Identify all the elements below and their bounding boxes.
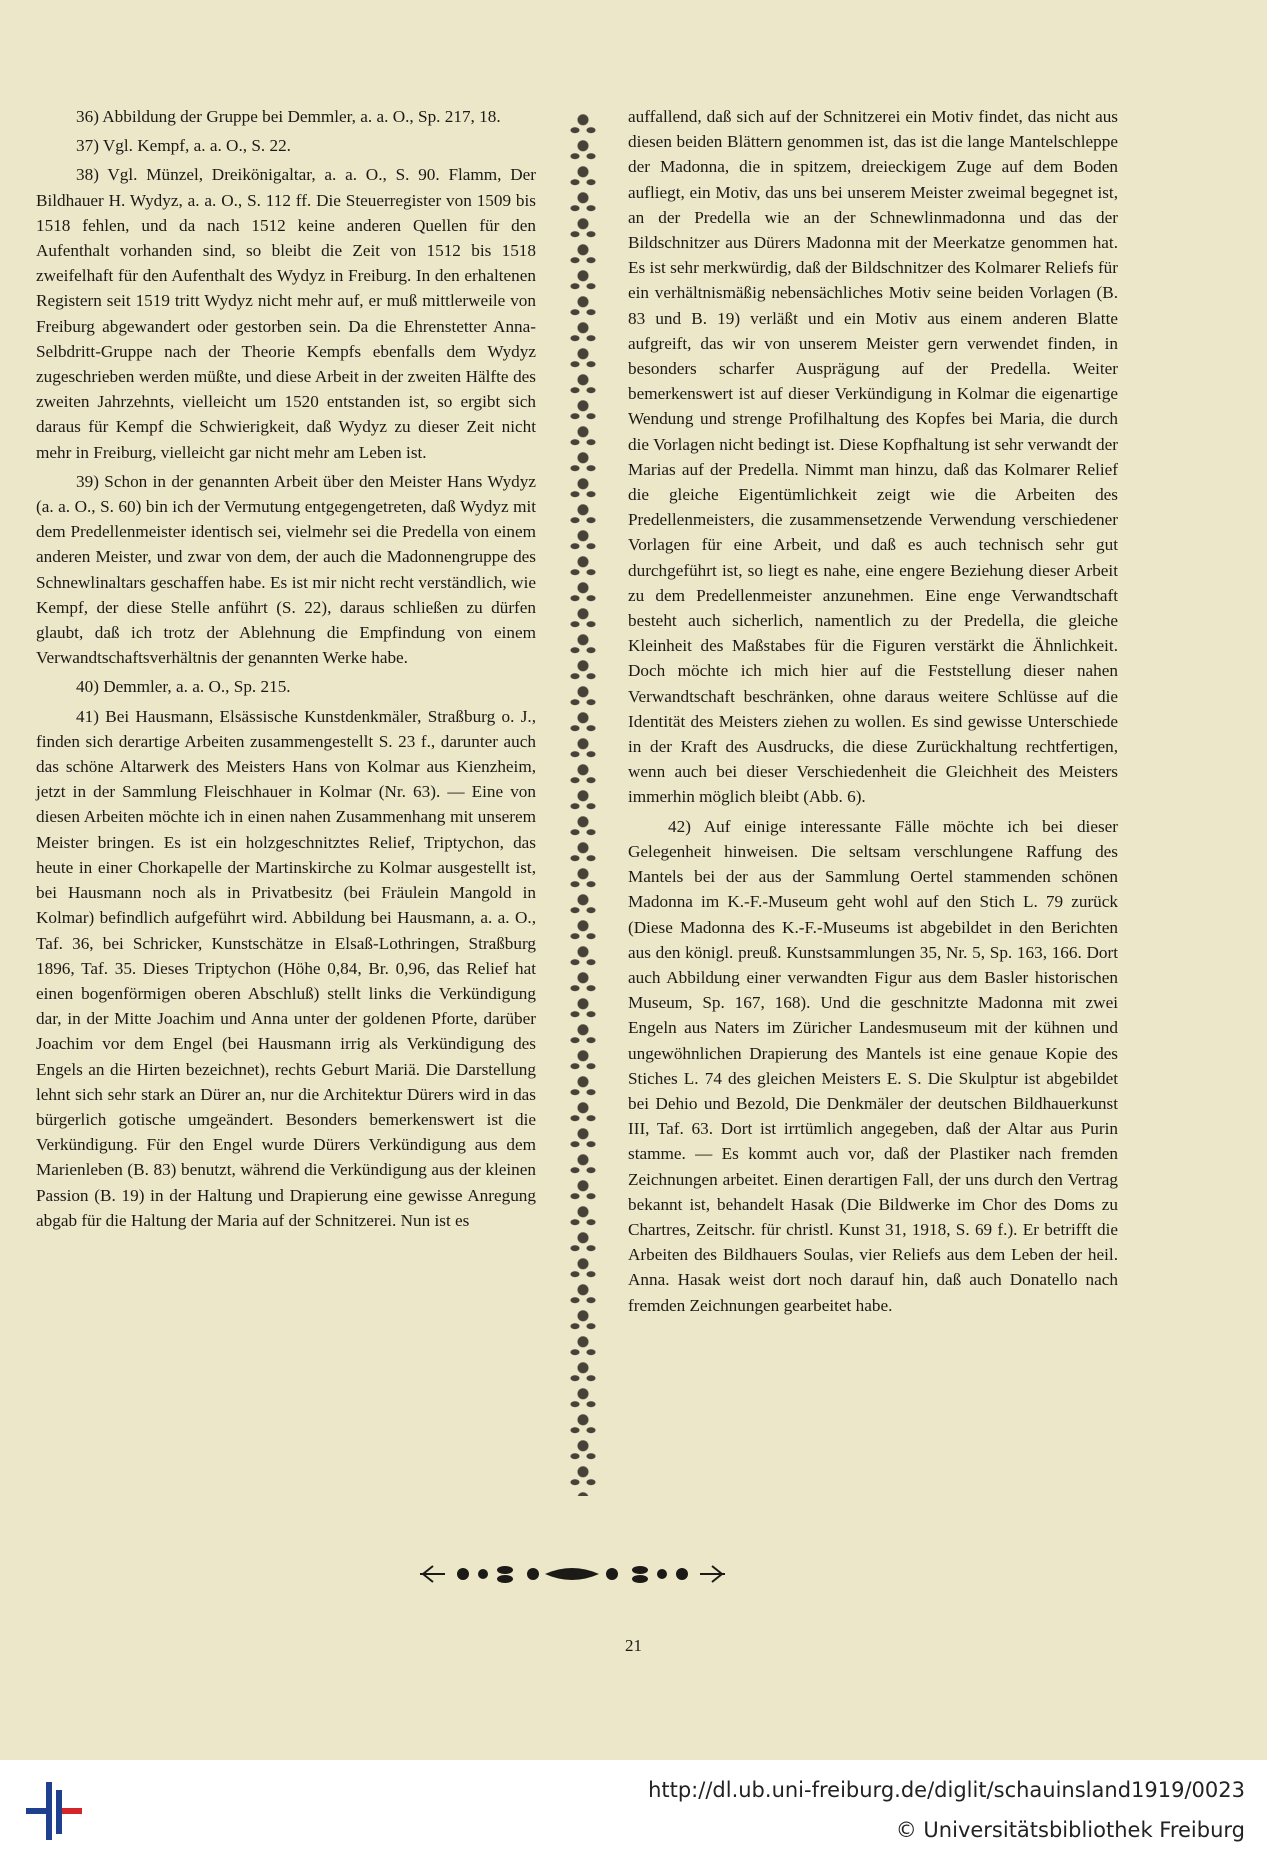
left-column: [36, 104, 536, 1237]
university-library-logo-icon: [24, 1778, 84, 1844]
footnote-38: 38) Vgl. Münzel, Dreikönigaltar, a. a. O., S. 90. Flamm, Der Bildhauer H. Wydyz, a. a. O., S. 112 ff. Die Steuerregister von 1509 bis 1518 fehlen, und da nach 1512 keine anderen Quellen für den Aufenthalt vorhanden sind, so bleibt die Zeit von 1512 bis 1518 zweifelhaft für den Aufenthalt des Wydyz in Freiburg. In den erhaltenen Registern seit 1519 tritt Wydyz nicht mehr auf, er muß mittlerweile von Freiburg abgewandert oder gestorben sein. Da die Ehrenstetter Anna-Selbdritt-Gruppe nach der Theorie Kempfs ebenfalls dem Wydyz zugeschrieben werden müßte, und diese Arbeit in der zweiten Hälfte des zweiten Jahrzehnts, vielleicht um 1520 entstanden ist, so ergibt sich daraus für Kempf die Schwierigkeit, daß Wydyz zu dieser Zeit nicht mehr in Freiburg, vielleicht gar nicht mehr am Leben ist.: [36, 165, 536, 462]
footnote-37: 37) Vgl. Kempf, a. a. O., S. 22.: [76, 136, 291, 156]
copyright-notice: © Universitätsbibliothek Freiburg: [895, 1818, 1245, 1842]
footnote-36: 36) Abbildung der Gruppe bei Demmler, a. a. O., Sp. 217, 18.: [76, 107, 501, 126]
footnote-40: 40) Demmler, a. a. O., Sp. 215.: [76, 677, 291, 697]
footnote-41: 41) Bei Hausmann, Elsässische Kunstdenkmäler, Straßburg o. J., finden sich derartige Arbeiten zusammengestellt S. 23 f., darunter auch das schöne Altarwerk des Meisters Hans von Kolmar aus Kienzheim, jetzt in der Sammlung Fleischhauer in Kolmar (Nr. 63). — Eine von diesen Arbeiten möchte ich in einen nahen Zusammenhang mit unserem Meister bringen. Es ist ein holzgeschnitztes Relief, Triptychon, das heute in einer Chorkapelle der Martinskirche zu Kolmar ausgestellt ist, bei Hausmann noch als in Privatbesitz (bei Fräulein Mangold in Kolmar) befindlich aufgeführt wird. Abbildung bei Hausmann, a. a. O., Taf. 36, bei Schricker, Kunstschätze in Elsaß-Lothringen, Straßburg 1896, Taf. 35. Dieses Triptychon (Höhe 0,84, Br. 0,96, das Relief hat einen bogenförmigen oberen Abschluß) stellt links die Verkündigung dar, in der Mitte Joachim und Anna unter der goldenen Pforte, darüber Joachim vor dem Engel (bei Hausmann irrig als Verkündigung des Engels an die Hirten bezeichnet), rechts Geburt Mariä. Die Darstellung lehnt sich sehr stark an Dürer an, nur die Architektur Dürers wird in das bürgerlich gotische umgeändert. Besonders bemerkenswert ist die Verkündigung. Für den Engel wurde Dürers Verkündigung aus dem Marienleben (B. 83) benutzt, während die Verkündigung aus der kleinen Passion (B. 19) in der Haltung und Drapierung eine gewisse Anregung abgab für die Haltung der Maria auf der Schnitzerei. Nun ist es: [36, 706, 536, 1230]
footnote-39: 39) Schon in der genannten Arbeit über den Meister Hans Wydyz (a. a. O., S. 60) bin ich der Vermutung entgegengetreten, daß Wydyz mit dem Predellenmeister identisch sei, vielmehr sei die Predella von einem anderen Meister, und zwar von dem, der auch die Madonnengruppe des Schnewlinaltars geschaffen habe. Es ist mir nicht recht verständlich, wie Kempf, der diese Stelle anführt (S. 22), daraus schließen zu dürfen glaubt, daß ich trotz der Ablehnung die Empfindung von einem Verwandtschaftsverhältnis der genannten Werke habe.: [36, 471, 536, 668]
library-footer: [0, 1760, 1267, 1861]
ornamental-column-divider: [563, 112, 603, 1496]
page-number: 21: [625, 1636, 642, 1655]
floral-ornament: [415, 1560, 730, 1588]
footnote-42: 42) Auf einige interessante Fälle möchte ich bei dieser Gelegenheit hinweisen. Die seltsam verschlungene Raffung des Mantels bei der aus der Sammlung Oertel stammenden schönen Madonna im K.-F.-Museum geht wohl auf den Stich L. 79 zurück (Diese Madonna des K.-F.-Museums ist abgebildet in den Berichten aus den königl. preuß. Kunstsammlungen 35, Nr. 5, Sp. 163, 166. Dort auch Abbildung einer verwandten Figur aus dem Basler historischen Museum, Sp. 167, 168). Und die geschnitzte Madonna mit zwei Engeln aus Naters im Züricher Landesmuseum mit der kühnen und ungewöhnlichen Drapierung des Mantels ist eine genaue Kopie des Stiches L. 74 des gleichen Meisters E. S. Die Skulptur ist abgebildet bei Dehio und Bezold, Die Denkmäler der deutschen Bildhauerkunst III, Taf. 63. Dort ist irrtümlich angegeben, daß der Altar aus Purin stamme. — Es kommt auch vor, daß der Plastiker nach fremden Zeichnungen arbeitet. Einen derartigen Fall, der uns durch den Vertrag bekannt ist, behandelt Hasak (Die Bildwerke im Chor des Doms zu Chartres, Zeitschr. für christl. Kunst 31, 1918, S. 69 f.). Er betrifft die Arbeiten des Bildhauers Soulas, vier Reliefs aus dem Leben der heil. Anna. Hasak weist dort noch darauf hin, daß auch Donatello nach fremden Zeichnungen gearbeitet habe.: [628, 816, 1118, 1315]
right-column: [628, 104, 1118, 1322]
permalink-url[interactable]: http://dl.ub.uni-freiburg.de/diglit/schauinsland1919/0023: [648, 1778, 1245, 1802]
footnote-41-continued: auffallend, daß sich auf der Schnitzerei ein Motiv findet, das nicht aus diesen beiden Blättern genommen ist, das ist die lange Mantelschleppe der Madonna, die in spitzem, dreieckigem Zuge auf dem Boden aufliegt, ein Motiv, das uns bei unserem Meister zweimal begegnet ist, an der Predella wie an der Schnewlinmadonna und das der Bildschnitzer aus Dürers Madonna mit der Meerkatze genommen hat. Es ist sehr merkwürdig, daß der Bildschnitzer des Kolmarer Reliefs für ein verhältnismäßig nebensächliches Motiv seine beiden Vorlagen (B. 83 und B. 19) verläßt und ein Motiv aus einem anderen Blatte aufgreift, das wir von unserem Meister gern verwendet finden, in besonders scharfer Ausprägung auf der Predella. Weiter bemerkenswert ist auf dieser Verkündigung in Kolmar die eigenartige Wendung und strenge Profilhaltung des Kopfes bei Maria, die durch die Vorlagen nicht bedingt ist. Diese Kopfhaltung ist sehr verwandt der Marias auf der Predella. Nimmt man hinzu, daß das Kolmarer Relief die gleiche Eigentümlichkeit zeigt wie die Arbeiten des Predellenmeisters, die zusammensetzende Verwendung verschiedener Vorlagen für eine Arbeit, und daß es auch technisch sehr gut durchgeführt ist, so liegt es nahe, eine engere Beziehung dieser Arbeit zu dem Predellenmeister anzunehmen. Eine enge Verwandtschaft besteht auch sicherlich, namentlich zu der Predella, die gleiche Kleinheit des Maßstabes für die Figuren verstärkt die Ähnlichkeit. Doch möchte ich mich hier auf die Feststellung dieser nahen Verwandtschaft beschränken, ohne daraus weitere Schlüsse auf die Identität des Meisters ziehen zu wollen. Es sind gewisse Unterschiede in der Kraft des Ausdrucks, die diese Zurückhaltung rechtfertigen, wenn auch bei dieser Verschiedenheit die Gleichheit des Meisters immerhin möglich bleibt (Abb. 6).: [628, 107, 1118, 807]
